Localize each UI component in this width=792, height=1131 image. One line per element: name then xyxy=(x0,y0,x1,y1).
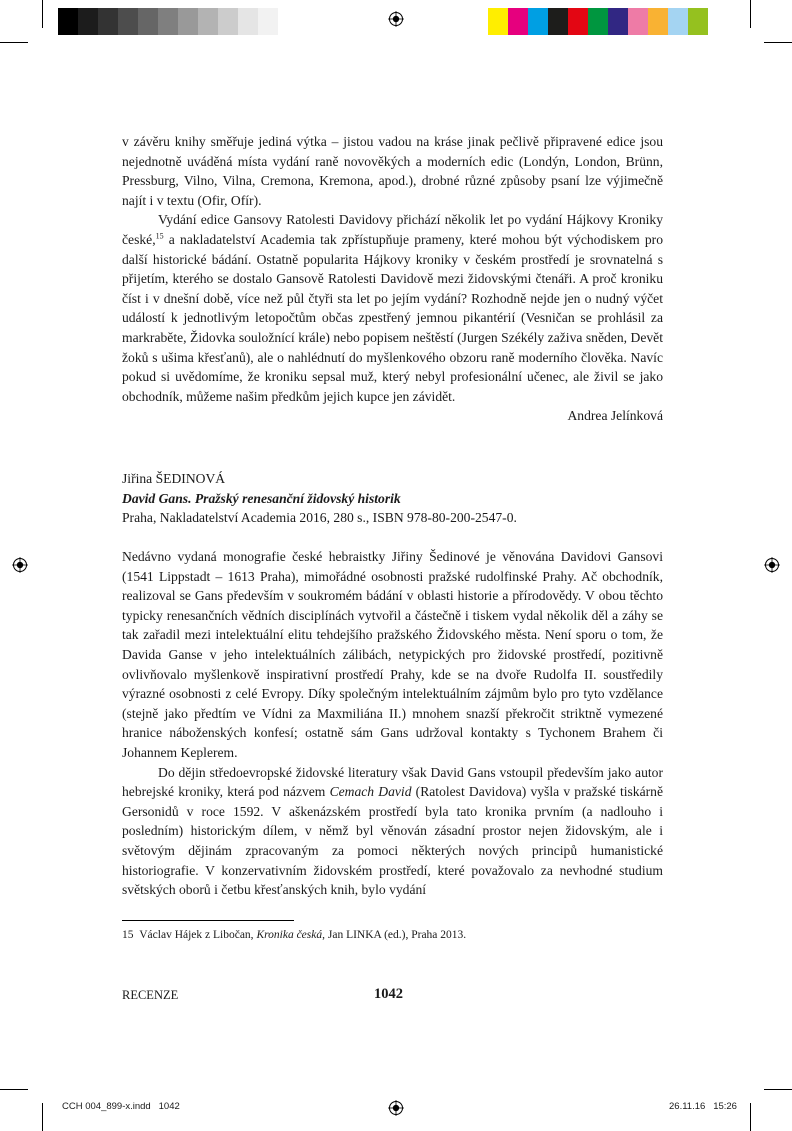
reviewer-signature: Andrea Jelínková xyxy=(567,408,663,424)
crop-mark xyxy=(750,1103,751,1131)
color-swatch xyxy=(98,8,118,35)
color-swatch xyxy=(608,8,628,35)
color-swatch xyxy=(118,8,138,35)
color-swatch xyxy=(568,8,588,35)
book-citation xyxy=(122,469,663,528)
registration-mark-icon xyxy=(12,557,28,573)
color-swatch xyxy=(648,8,668,35)
slug-timestamp: 26.11.16 15:26 xyxy=(669,1101,737,1112)
color-swatch xyxy=(588,8,608,35)
color-calibration-bar xyxy=(488,8,708,35)
registration-mark-icon xyxy=(764,557,780,573)
grayscale-calibration-bar xyxy=(58,8,278,35)
crop-mark xyxy=(42,1103,43,1131)
color-swatch xyxy=(508,8,528,35)
book-author: Jiřina ŠEDINOVÁ xyxy=(122,471,226,486)
crop-mark xyxy=(764,1089,792,1090)
color-swatch xyxy=(198,8,218,35)
color-swatch xyxy=(178,8,198,35)
registration-mark-icon xyxy=(388,1100,404,1116)
section-label: RECENZE xyxy=(122,988,179,1002)
page-number: 1042 xyxy=(374,986,403,1002)
color-swatch xyxy=(138,8,158,35)
crop-mark xyxy=(0,42,28,43)
paragraph: v závěru knihy směřuje jediná výtka – jistou vadou na kráse jinak pečlivě připravené edice jsou nejednotně uváděná místa vydání raně novověkých a moderních edic (Londýn, London, Brünn, Pressburg, Vilno, Vilna, Cremona, Kremona, apod.), drobné různé způsoby psaní lze výjimečně najít i v textu (Ofir, Ofír). xyxy=(122,134,663,208)
color-swatch xyxy=(158,8,178,35)
paragraph: Do dějin středoevropské židovské literatury však David Gans vstoupil především jako autor hebrejské kroniky, která pod názvem Cemach David (Ratolest Davidova) vyšla v pražské tiskárně Gersonidů v roce 1592. V aškenázském prostředí byla tato kronika prvním (a nadlouho i posledním) historickým dílem, v němž byl věnován zásadní prostor nejen židovským, ale i světovým dějinám zpracovaným za pomoci některých nových principů humanistické historiografie. V konzervativním židovském prostředí, které považovalo za nevhodné studium světských oborů i četbu křesťanských knih, bylo vydání xyxy=(122,764,663,898)
color-swatch xyxy=(258,8,278,35)
footnote-rule xyxy=(122,920,294,921)
registration-mark-icon xyxy=(388,11,404,27)
paragraph: Vydání edice Gansovy Ratolesti Davidovy přichází několik let po vydání Hájkovy Kroniky české,$^{15}$ a nakladatelství Academia tak zpřístupňuje prameny, které mohou být východiskem pro další historické bádání. Ostatně popularita Hájkovy kroniky v českém prostředí je srovnatelná s přijetím, kterého se dostalo Gansově Ratolesti Davidově mezi židovskými čtenáři. A proč kroniku číst i v dnešní době, více než půl čtyři sta let po jejím vydání? Rozhodně nejde jen o nudný výčet událostí k jednotlivým letopočtům občas zpestřený jemnou pikantérií (Vesničan se prohlásil za markraběte, Židovka souložnící krále) nebo popisem neštěstí (Jurgen Székély zaživa sněden, Devět žoků s ušima křesťanů), ale o nahlédnutí do myšlenkového obzoru raně moderního člověka. Navíc pokud si uvědomíme, že kroniku sepsal muž, který nebyl profesionální učenec, ale živil se jako obchodník, můžeme našim předkům jejich kupce jen závidět. xyxy=(122,212,663,404)
crop-mark xyxy=(764,42,792,43)
slug-filename: CCH 004_899-x.indd 1042 xyxy=(62,1101,180,1112)
color-swatch xyxy=(218,8,238,35)
color-swatch xyxy=(688,8,708,35)
color-swatch xyxy=(548,8,568,35)
footnote-ref: 15 xyxy=(155,231,164,241)
footnote: 15 Václav Hájek z Libočan, Kronika česká, Jan LINKA (ed.), Praha 2013. xyxy=(122,929,467,941)
book-title: David Gans. Pražský renesanční židovský historik xyxy=(122,490,401,506)
review-body xyxy=(122,547,663,900)
paragraph: Nedávno vydaná monografie české hebraistky Jiřiny Šedinové je věnována Davidovi Gansovi (1541 Lippstadt – 1613 Praha), mimořádné osobnosti pražské rudolfinské Prahy. Ač obchodník, realizoval se Gans především v soukromém bádání v oblasti historie a přírodovědy. V obou těchto typicky renesančních vědních disciplínách vytvořil a částečně i tiskem vydal několik děl a záhy se tak zařadil mezi intelektuální elitu tehdejšího pražského Židovského města. Není sporu o tom, že Davida Ganse v jeho intelektuálních zálibách, netypických pro židovské prostředí, pozitivně ovlivňovalo myšlenkově inspirativní prostředí Prahy, kde se na dvoře Rudolfa II. soustředily výrazné osobnosti z celé Evropy. Díky společným intelektuálním zájmům bylo pro tyto vzdělance (stejně jako předtím ve Vídni za Maxmiliána II.) mnohem snazší překročit striktně vymezené hranice náboženských konfesí; ostatně sám Gans udržoval kontakty s Tychonem Brahem či Johannem Keplerem. xyxy=(122,549,663,760)
color-swatch xyxy=(528,8,548,35)
book-imprint: Praha, Nakladatelství Academia 2016, 280 s., ISBN 978-80-200-2547-0. xyxy=(122,510,517,526)
color-swatch xyxy=(78,8,98,35)
color-swatch xyxy=(58,8,78,35)
crop-mark xyxy=(42,0,43,28)
color-swatch xyxy=(488,8,508,35)
crop-mark xyxy=(750,0,751,28)
crop-mark xyxy=(0,1089,28,1090)
color-swatch xyxy=(668,8,688,35)
review-continuation xyxy=(122,132,663,426)
color-swatch xyxy=(628,8,648,35)
color-swatch xyxy=(238,8,258,35)
